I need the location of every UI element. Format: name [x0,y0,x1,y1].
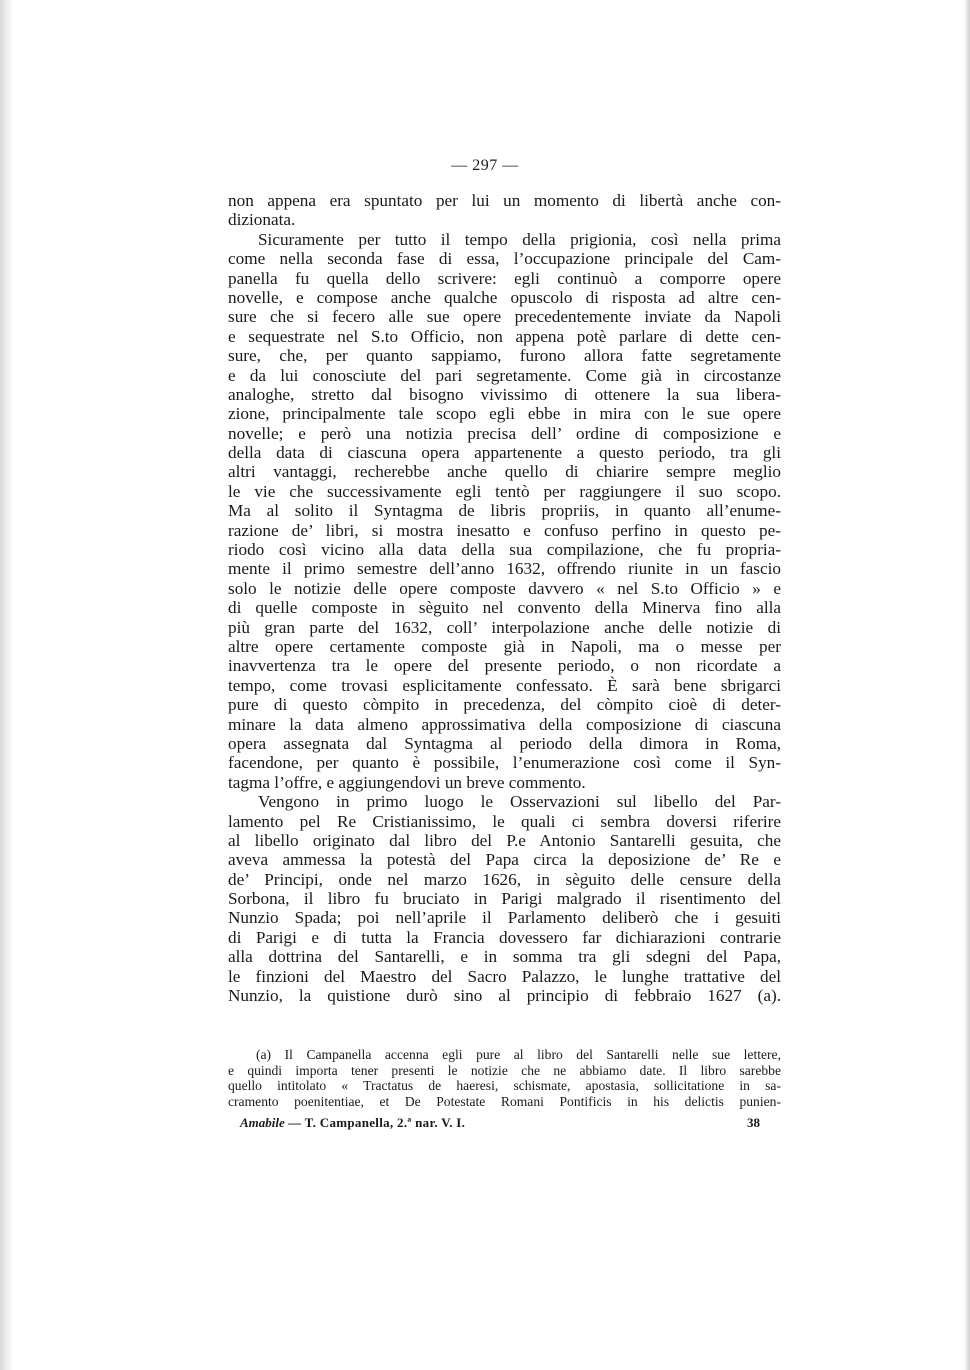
text-line: come nella seconda fase di essa, l’occupazione principale del Cam- [228,249,781,269]
text-line: novelle; e però una notizia precisa dell’ ordine di composizione e [228,423,781,443]
text-line: dizionata. [228,210,296,230]
text-line: altre opere certamente composte già in Napoli, ma o messe per [228,636,781,656]
text-line: di Parigi e di tutta la Francia dovessero far dichiarazioni contrarie [228,927,781,947]
text-line: Nunzio, la quistione durò sino al principio di febbraio 1627 (a). [228,986,781,1006]
footnote-line: quello intitolato « Tractatus de haeresi, schismate, apostasia, sollicitatione in sa- [228,1078,781,1093]
signature-author: Amabile [240,1115,285,1130]
footnote-block [228,1047,781,1109]
footnote-line: e quindi importa tener presenti le notizie che ne abbiamo date. Il libro sarebbe [228,1062,781,1078]
text-line: alla dottrina del Santarelli, e in somma tra gli sdegni del Papa, [228,947,781,967]
text-line: sure, che, per quanto sappiamo, furono allora fatte segretamente [228,346,781,366]
text-line: non appena era spuntato per lui un momento di libertà anche con- [228,191,781,210]
signature-title: — T. Campanella, 2.ª nar. V. I. [288,1115,466,1130]
text-line: riodo così vicino alla data della sua compilazione, che fu propria- [228,540,781,560]
footnote-line: (a) Il Campanella accenna egli pure al libro del Santarelli nelle sue lettere, [256,1047,781,1062]
text-line: Vengono in primo luogo le Osservazioni sul libello del Par- [258,792,781,812]
text-line: razione de’ libri, si mostra inesatto e confuso perfino in questo pe- [228,520,781,540]
text-line: solo le notizie delle opere composte davvero « nel S.to Officio » e [228,578,781,598]
text-line: opera assegnata dal Syntagma al periodo della dimora in Roma, [228,733,781,753]
text-line: aveva ammessa la potestà del Papa circa la deposizione de’ Re e [228,850,781,870]
text-line: e da lui conosciute del pari segretamente. Come già in circostanze [228,365,781,385]
text-line: mente il primo semestre dell’anno 1632, offrendo riunite in un fascio [228,559,781,579]
page-edge-shadow-left [0,0,14,1370]
text-line: Nunzio Spada; poi nell’aprile il Parlamento deliberò che i gesuiti [228,908,781,928]
signature-sheet-number: 38 [747,1115,760,1130]
text-line: de’ Principi, onde nel marzo 1626, in sèguito delle censure della [228,869,781,889]
text-line: panella fu quella dello scrivere: egli continuò a comporre opere [228,268,781,288]
text-line: pure di questo còmpito in precedenza, del còmpito cioè di deter- [228,695,781,715]
text-line: facendone, per quanto è possibile, l’enumerazione così come il Syn- [228,753,781,773]
text-line: zione, principalmente tale scopo egli ebbe in mira con le sue opere [228,404,781,424]
text-line: Sorbona, il libro fu bruciato in Parigi malgrado il risentimento del [228,889,781,909]
footnote-line: cramento poenitentiae, et De Potestate Romani Pontificis in his delictis punien- [228,1093,781,1109]
text-line: le finzioni del Maestro del Sacro Palazzo, le lunghe trattative del [228,966,781,986]
page-number: — 297 — [451,157,519,174]
text-line: inavvertenza tra le opere del presente periodo, o non ricordate a [228,656,781,676]
main-text [228,191,781,1005]
text-line: analoghe, stretto dal bisogno vivissimo di ottenere la sua libera- [228,384,781,404]
text-line: di quelle composte in sèguito nel convento della Minerva fino alla [228,598,781,618]
text-line: lamento pel Re Cristianissimo, le quali ci sembra doversi riferire [228,811,781,831]
text-line: tempo, come trovasi esplicitamente confessato. È sarà bene sbrigarci [228,675,781,695]
signature-line [240,1115,760,1131]
page-edge-shadow-right [964,0,970,1370]
text-line: tagma l’offre, e aggiungendovi un breve commento. [228,772,586,792]
text-line: e sequestrate nel S.to Officio, non appena potè parlare di dette cen- [228,326,781,346]
text-line: più gran parte del 1632, coll’ interpolazione anche delle notizie di [228,617,781,637]
text-line: altri vantaggi, recherebbe anche quello di chiarire sempre meglio [228,462,781,482]
text-line: novelle, e compose anche qualche opuscolo di risposta ad altre cen- [228,287,781,307]
text-line: sure che si fecero alle sue opere precedentemente inviate da Napoli [228,307,781,327]
text-line: Ma al solito il Syntagma de libris propriis, in quanto all’enume- [228,501,781,521]
text-line: al libello originato dal libro del P.e Antonio Santarelli gesuita, che [228,830,781,850]
text-line: le vie che successivamente egli tentò per raggiungere il suo scopo. [228,481,781,501]
text-line: Sicuramente per tutto il tempo della prigionia, così nella prima [258,229,781,249]
text-line: della data di ciascuna opera appartenente a questo periodo, tra gli [228,443,781,463]
text-line: minare la data almeno approssimativa della composizione di ciascuna [228,714,781,734]
